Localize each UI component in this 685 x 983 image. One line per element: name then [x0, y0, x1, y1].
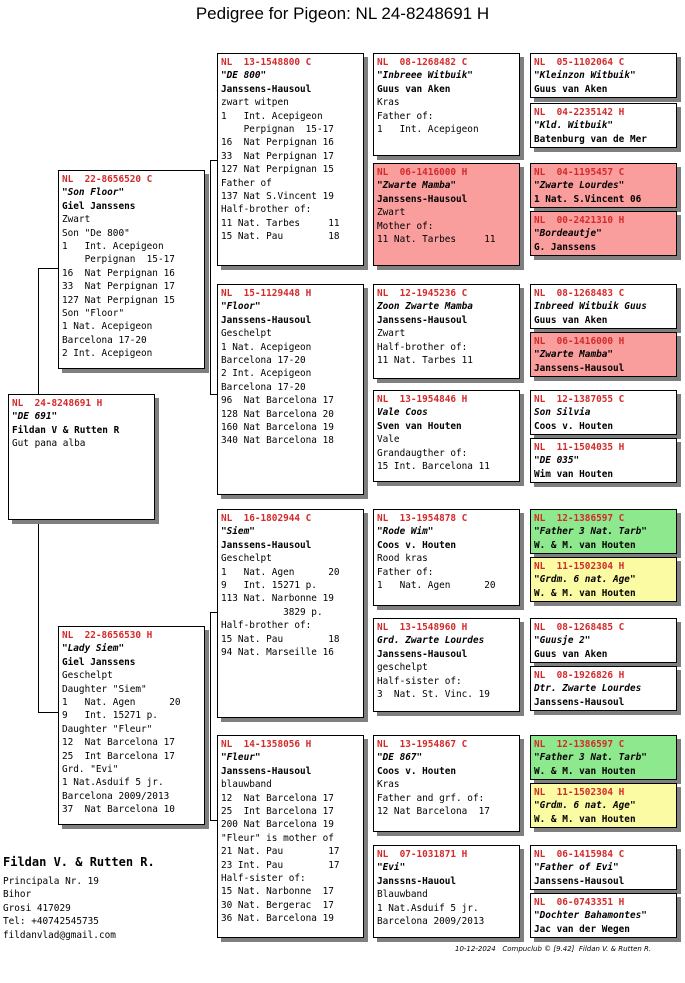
- page-title: Pedigree for Pigeon: NL 24-8248691 H: [195, 4, 490, 23]
- detail-line: Half-sister of:: [377, 675, 462, 687]
- detail-line: 9 Int. 15271 p.: [62, 710, 158, 722]
- detail-line: 30 Nat. Bergerac 17: [221, 899, 334, 911]
- pedigree-card-ssd: [373, 163, 520, 266]
- ring-number: NL 12-1386597 C: [534, 513, 625, 524]
- detail-line: 1 Int. Acepigeon: [377, 124, 479, 136]
- pigeon-name: "Fleur": [221, 752, 261, 764]
- ring-number: NL 15-1129448 H: [221, 288, 312, 299]
- pedigree-card-gg15: [530, 845, 677, 890]
- connector-line: [210, 612, 217, 613]
- detail-line: 137 Nat S.Vincent 19: [221, 191, 334, 203]
- ring-number: NL 04-1195457 C: [534, 167, 625, 178]
- breeder-name: Janssens-Hausoul: [534, 696, 625, 708]
- detail-line: 1 Nat. Acepigeon: [62, 321, 153, 333]
- pedigree-card-dam-sire: [217, 509, 364, 718]
- pedigree-card-sire-sire: [217, 53, 364, 266]
- detail-line: 21 Nat. Pau 17: [221, 846, 340, 858]
- pigeon-name: "Rode Wim": [377, 526, 434, 538]
- pedigree-card-sire: [58, 170, 205, 369]
- breeder-address-line: Grosi 417029: [3, 902, 71, 914]
- detail-line: 15 Nat. Narbonne 17: [221, 886, 334, 898]
- detail-line: 3829 p.: [221, 606, 323, 618]
- detail-line: 2 Int. Acepigeon: [62, 348, 153, 360]
- ring-number: NL 06-1416000 H: [534, 336, 625, 347]
- pigeon-name: "Evi": [377, 862, 406, 874]
- breeder-name: Guus van Aken: [377, 83, 451, 95]
- detail-line: 16 Nat Perpignan 16: [221, 137, 334, 149]
- pedigree-card-subject: [8, 394, 155, 520]
- detail-line: 33 Nat Perpignan 17: [62, 281, 175, 293]
- detail-line: 36 Nat. Barcelona 19: [221, 913, 334, 925]
- detail-line: Father of:: [377, 566, 434, 578]
- pigeon-name: Grd. Zwarte Lourdes: [377, 635, 485, 647]
- detail-line: Barcelona 2009/2013: [62, 790, 170, 802]
- detail-line: 12 Nat Barcelona 17: [377, 806, 490, 818]
- detail-line: "Fleur" is mother of: [221, 832, 334, 844]
- connector-line: [38, 520, 39, 712]
- breeder-name: Coos v. Houten: [377, 765, 457, 777]
- ring-number: NL 13-1548800 C: [221, 57, 312, 68]
- pigeon-name: "Dochter Bahamontes": [534, 910, 647, 922]
- breeder-name: W. & M. van Houten: [534, 539, 636, 551]
- detail-line: 9 Int. 15271 p.: [221, 580, 317, 592]
- connector-line: [210, 820, 217, 821]
- detail-line: 94 Nat. Marseille 16: [221, 647, 334, 659]
- detail-line: 1 Nat. Agen 20: [221, 566, 340, 578]
- breeder-name: Janssens-Hausoul: [221, 83, 312, 95]
- breeder-name: Janssens-Hausoul: [377, 648, 468, 660]
- pedigree-card-gg5: [530, 284, 677, 329]
- connector-line: [210, 394, 217, 395]
- detail-line: Barcelona 17-20: [221, 381, 306, 393]
- breeder-name: Guus van Aken: [534, 648, 608, 660]
- pigeon-name: "DE 867": [377, 752, 423, 764]
- detail-line: Kras: [377, 779, 400, 791]
- pedigree-card-gg6: [530, 332, 677, 377]
- detail-line: 3 Nat. St. Vinc. 19: [377, 689, 490, 701]
- detail-line: 23 Int. Pau 17: [221, 859, 340, 871]
- breeder-name: 1 Nat. S.Vincent 06: [534, 193, 642, 205]
- detail-line: 1 Int. Acepigeon: [62, 241, 164, 253]
- pigeon-name: "Inbreee Witbuik": [377, 70, 473, 82]
- detail-line: zwart witpen: [221, 97, 289, 109]
- ring-number: NL 00-2421310 H: [534, 215, 625, 226]
- breeder-name: Giel Janssens: [62, 656, 136, 668]
- detail-line: 127 Nat Perpignan 15: [62, 294, 175, 306]
- breeder-name: Sven van Houten: [377, 420, 462, 432]
- breeder-name: Janssns-Hauoul: [377, 875, 457, 887]
- detail-line: 200 Nat Barcelona 19: [221, 819, 334, 831]
- detail-line: Daughter "Fleur": [62, 723, 153, 735]
- detail-line: 128 Nat Barcelona 20: [221, 408, 334, 420]
- detail-line: Father of:: [377, 110, 434, 122]
- detail-line: 1 Nat.Asduif 5 jr.: [62, 777, 164, 789]
- ring-number: NL 13-1954878 C: [377, 513, 468, 524]
- pigeon-name: "Kld. Witbuik": [534, 120, 614, 132]
- detail-line: 33 Nat Perpignan 17: [221, 150, 334, 162]
- pigeon-name: "DE 691": [12, 411, 58, 423]
- detail-line: Blauwband: [377, 889, 428, 901]
- breeder-name: Janssens-Hausoul: [221, 765, 312, 777]
- pedigree-card-gg14: [530, 783, 677, 828]
- ring-number: NL 11-1502304 H: [534, 787, 625, 798]
- detail-line: Rood kras: [377, 553, 428, 565]
- ring-number: NL 06-1416000 H: [377, 167, 468, 178]
- connector-line: [210, 160, 211, 394]
- pedigree-card-sds: [373, 284, 520, 379]
- breeder-name: Giel Janssens: [62, 200, 136, 212]
- breeder-name: Janssens-Hausoul: [377, 193, 468, 205]
- pigeon-name: "Zwarte Mamba": [377, 180, 457, 192]
- ring-number: NL 11-1504035 H: [534, 442, 625, 453]
- pedigree-card-gg7: [530, 390, 677, 435]
- pedigree-card-gg16: [530, 893, 677, 938]
- pedigree-card-gg3: [530, 163, 677, 208]
- breeder-phone: Tel: +40742545735: [3, 916, 99, 928]
- detail-line: 37 Nat Barcelona 10: [62, 804, 175, 816]
- detail-line: Vale: [377, 434, 400, 446]
- ring-number: NL 05-1102064 C: [534, 57, 625, 68]
- ring-number: NL 12-1386597 C: [534, 739, 625, 750]
- detail-line: Half-brother of:: [221, 204, 312, 216]
- breeder-address-line: Bihor: [3, 889, 32, 901]
- breeder-name: Fildan V. & Rutten R.: [3, 855, 155, 869]
- pigeon-name: "Siem": [221, 526, 255, 538]
- detail-line: Zwart: [377, 207, 406, 219]
- ring-number: NL 13-1548960 H: [377, 622, 468, 633]
- detail-line: Grd. "Evi": [62, 764, 119, 776]
- detail-line: Perpignan 15-17: [62, 254, 175, 266]
- ring-number: NL 08-1268483 C: [534, 288, 625, 299]
- detail-line: Son "De 800": [62, 227, 130, 239]
- detail-line: Barcelona 17-20: [221, 355, 306, 367]
- breeder-name: Jac van der Wegen: [534, 923, 630, 935]
- pedigree-card-gg4: [530, 211, 677, 256]
- detail-line: 1 Nat.Asduif 5 jr.: [377, 902, 479, 914]
- pedigree-card-gg10: [530, 557, 677, 602]
- pedigree-card-gg11: [530, 618, 677, 663]
- pedigree-card-ddd: [373, 845, 520, 938]
- breeder-name: Janssens-Hausoul: [534, 875, 625, 887]
- detail-line: 1 Nat. Agen 20: [62, 697, 181, 709]
- ring-number: NL 08-1268485 C: [534, 622, 625, 633]
- detail-line: 2 Int. Acepigeon: [221, 368, 312, 380]
- ring-number: NL 08-1926826 H: [534, 670, 625, 681]
- connector-line: [210, 160, 217, 161]
- detail-line: Gut pana alba: [12, 438, 86, 450]
- pedigree-card-gg8: [530, 438, 677, 483]
- pedigree-card-gg9: [530, 509, 677, 554]
- pedigree-card-dds: [373, 735, 520, 832]
- connector-line: [38, 712, 58, 713]
- detail-line: 16 Nat Perpignan 16: [62, 267, 175, 279]
- ring-number: NL 11-1502304 H: [534, 561, 625, 572]
- breeder-name: Wim van Houten: [534, 468, 614, 480]
- ring-number: NL 12-1387055 C: [534, 394, 625, 405]
- pigeon-name: Inbreed Witbuik Guus: [534, 301, 647, 313]
- breeder-name: Fildan V & Rutten R: [12, 424, 120, 436]
- pedigree-card-dss: [373, 509, 520, 606]
- detail-line: 25 Int Barcelona 17: [62, 750, 175, 762]
- ring-number: NL 22-8656520 C: [62, 174, 153, 185]
- pedigree-card-gg12: [530, 666, 677, 711]
- detail-line: Father of: [221, 177, 272, 189]
- detail-line: Perpignan 15-17: [221, 124, 334, 136]
- pigeon-name: "Father 3 Nat. Tarb": [534, 526, 647, 538]
- detail-line: Daughter "Siem": [62, 683, 147, 695]
- pedigree-card-sss: [373, 53, 520, 156]
- breeder-name: Janssens-Hausoul: [377, 314, 468, 326]
- pigeon-name: "DE 035": [534, 455, 580, 467]
- pigeon-name: "Zwarte Mamba": [534, 349, 614, 361]
- detail-line: Geschelpt: [221, 328, 272, 340]
- pigeon-name: Son Silvia: [534, 407, 591, 419]
- breeder-name: Coos v. Houten: [534, 420, 614, 432]
- detail-line: blauwband: [221, 779, 272, 791]
- pedigree-card-gg2: [530, 103, 677, 148]
- detail-line: Barcelona 17-20: [62, 334, 147, 346]
- pedigree-card-sire-dam: [217, 284, 364, 495]
- detail-line: geschelpt: [377, 662, 428, 674]
- pigeon-name: "Guusje 2": [534, 635, 591, 647]
- pigeon-name: "Bordeautje": [534, 228, 602, 240]
- detail-line: Geschelpt: [221, 553, 272, 565]
- detail-line: 1 Nat. Acepigeon: [221, 341, 312, 353]
- ring-number: NL 07-1031871 H: [377, 849, 468, 860]
- detail-line: 15 Nat. Pau 18: [221, 231, 340, 243]
- ring-number: NL 22-8656530 H: [62, 630, 153, 641]
- detail-line: Father and grf. of:: [377, 792, 485, 804]
- ring-number: NL 14-1358056 H: [221, 739, 312, 750]
- detail-line: Grandaugther of:: [377, 447, 468, 459]
- pedigree-card-dam: [58, 626, 205, 825]
- breeder-name: Guus van Aken: [534, 83, 608, 95]
- ring-number: NL 08-1268482 C: [377, 57, 468, 68]
- pigeon-name: Vale Coos: [377, 407, 428, 419]
- ring-number: NL 06-1415984 C: [534, 849, 625, 860]
- breeder-name: W. & M. van Houten: [534, 765, 636, 777]
- pigeon-name: Dtr. Zwarte Lourdes: [534, 683, 642, 695]
- detail-line: Son "Floor": [62, 308, 125, 320]
- pigeon-name: "Grdm. 6 nat. Age": [534, 800, 636, 812]
- pigeon-name: Zoon Zwarte Mamba: [377, 301, 473, 313]
- detail-line: 11 Nat. Tarbes 11: [377, 355, 473, 367]
- pigeon-name: "Father 3 Nat. Tarb": [534, 752, 647, 764]
- pigeon-name: "Father of Evi": [534, 862, 619, 874]
- ring-number: NL 16-1802944 C: [221, 513, 312, 524]
- pigeon-name: "Zwarte Lourdes": [534, 180, 625, 192]
- pigeon-name: "Grdm. 6 nat. Age": [534, 574, 636, 586]
- breeder-name: Guus van Aken: [534, 314, 608, 326]
- breeder-name: G. Janssens: [534, 241, 597, 253]
- ring-number: NL 04-2235142 H: [534, 107, 625, 118]
- breeder-address-line: Principala Nr. 19: [3, 876, 99, 887]
- connector-line: [38, 268, 58, 269]
- detail-line: 15 Nat. Pau 18: [221, 633, 340, 645]
- detail-line: 1 Int. Acepigeon: [221, 110, 323, 122]
- pedigree-card-gg1: [530, 53, 677, 98]
- ring-number: NL 06-0743351 H: [534, 897, 625, 908]
- detail-line: Zwart: [377, 328, 406, 340]
- detail-line: Half-brother of:: [221, 620, 312, 632]
- breeder-email: fildanvlad@gmail.com: [3, 929, 116, 941]
- detail-line: 340 Nat Barcelona 18: [221, 435, 334, 447]
- detail-line: 127 Nat Perpignan 15: [221, 164, 334, 176]
- breeder-name: W. & M. van Houten: [534, 813, 636, 825]
- pigeon-name: "Lady Siem": [62, 643, 125, 655]
- ring-number: NL 13-1954846 H: [377, 394, 468, 405]
- pedigree-card-dsd: [373, 618, 520, 712]
- breeder-name: Batenburg van de Mer: [534, 133, 647, 145]
- pigeon-name: "Floor": [221, 301, 261, 313]
- detail-line: Kras: [377, 97, 400, 109]
- detail-line: 25 Int Barcelona 17: [221, 806, 334, 818]
- detail-line: 12 Nat Barcelona 17: [62, 737, 175, 749]
- detail-line: 12 Nat Barcelona 17: [221, 792, 334, 804]
- detail-line: Mother of:: [377, 220, 434, 232]
- pigeon-name: "Kleinzon Witbuik": [534, 70, 636, 82]
- pedigree-card-sdd: [373, 390, 520, 482]
- breeder-name: Janssens-Hausoul: [221, 314, 312, 326]
- detail-line: 15 Int. Barcelona 11: [377, 461, 490, 473]
- breeder-name: Janssens-Hausoul: [221, 539, 312, 551]
- breeder-info: [3, 855, 155, 942]
- pedigree-card-gg13: [530, 735, 677, 780]
- pigeon-name: "Son Floor": [62, 187, 125, 199]
- detail-line: Zwart: [62, 214, 91, 226]
- breeder-name: Coos v. Houten: [377, 539, 457, 551]
- footer-credit: 10-12-2024 Compuclub © [9.42] Fildan V. & Rutten R.: [455, 945, 652, 953]
- pedigree-card-dam-dam: [217, 735, 364, 938]
- breeder-name: Janssens-Hausoul: [534, 362, 625, 374]
- ring-number: NL 12-1945236 C: [377, 288, 468, 299]
- detail-line: 113 Nat. Narbonne 19: [221, 593, 334, 605]
- detail-line: Half-brother of:: [377, 341, 468, 353]
- detail-line: 11 Nat. Tarbes 11: [221, 217, 340, 229]
- ring-number: NL 24-8248691 H: [12, 398, 103, 409]
- detail-line: 1 Nat. Agen 20: [377, 580, 496, 592]
- detail-line: 11 Nat. Tarbes 11: [377, 234, 496, 246]
- detail-line: Barcelona 2009/2013: [377, 916, 485, 928]
- ring-number: NL 13-1954867 C: [377, 739, 468, 750]
- connector-line: [38, 268, 39, 394]
- connector-line: [210, 612, 211, 820]
- pigeon-name: "DE 800": [221, 70, 267, 82]
- detail-line: 160 Nat Barcelona 19: [221, 422, 334, 434]
- detail-line: 96 Nat Barcelona 17: [221, 395, 334, 407]
- detail-line: Geschelpt: [62, 670, 113, 682]
- detail-line: Half-sister of:: [221, 873, 306, 885]
- breeder-name: W. & M. van Houten: [534, 587, 636, 599]
